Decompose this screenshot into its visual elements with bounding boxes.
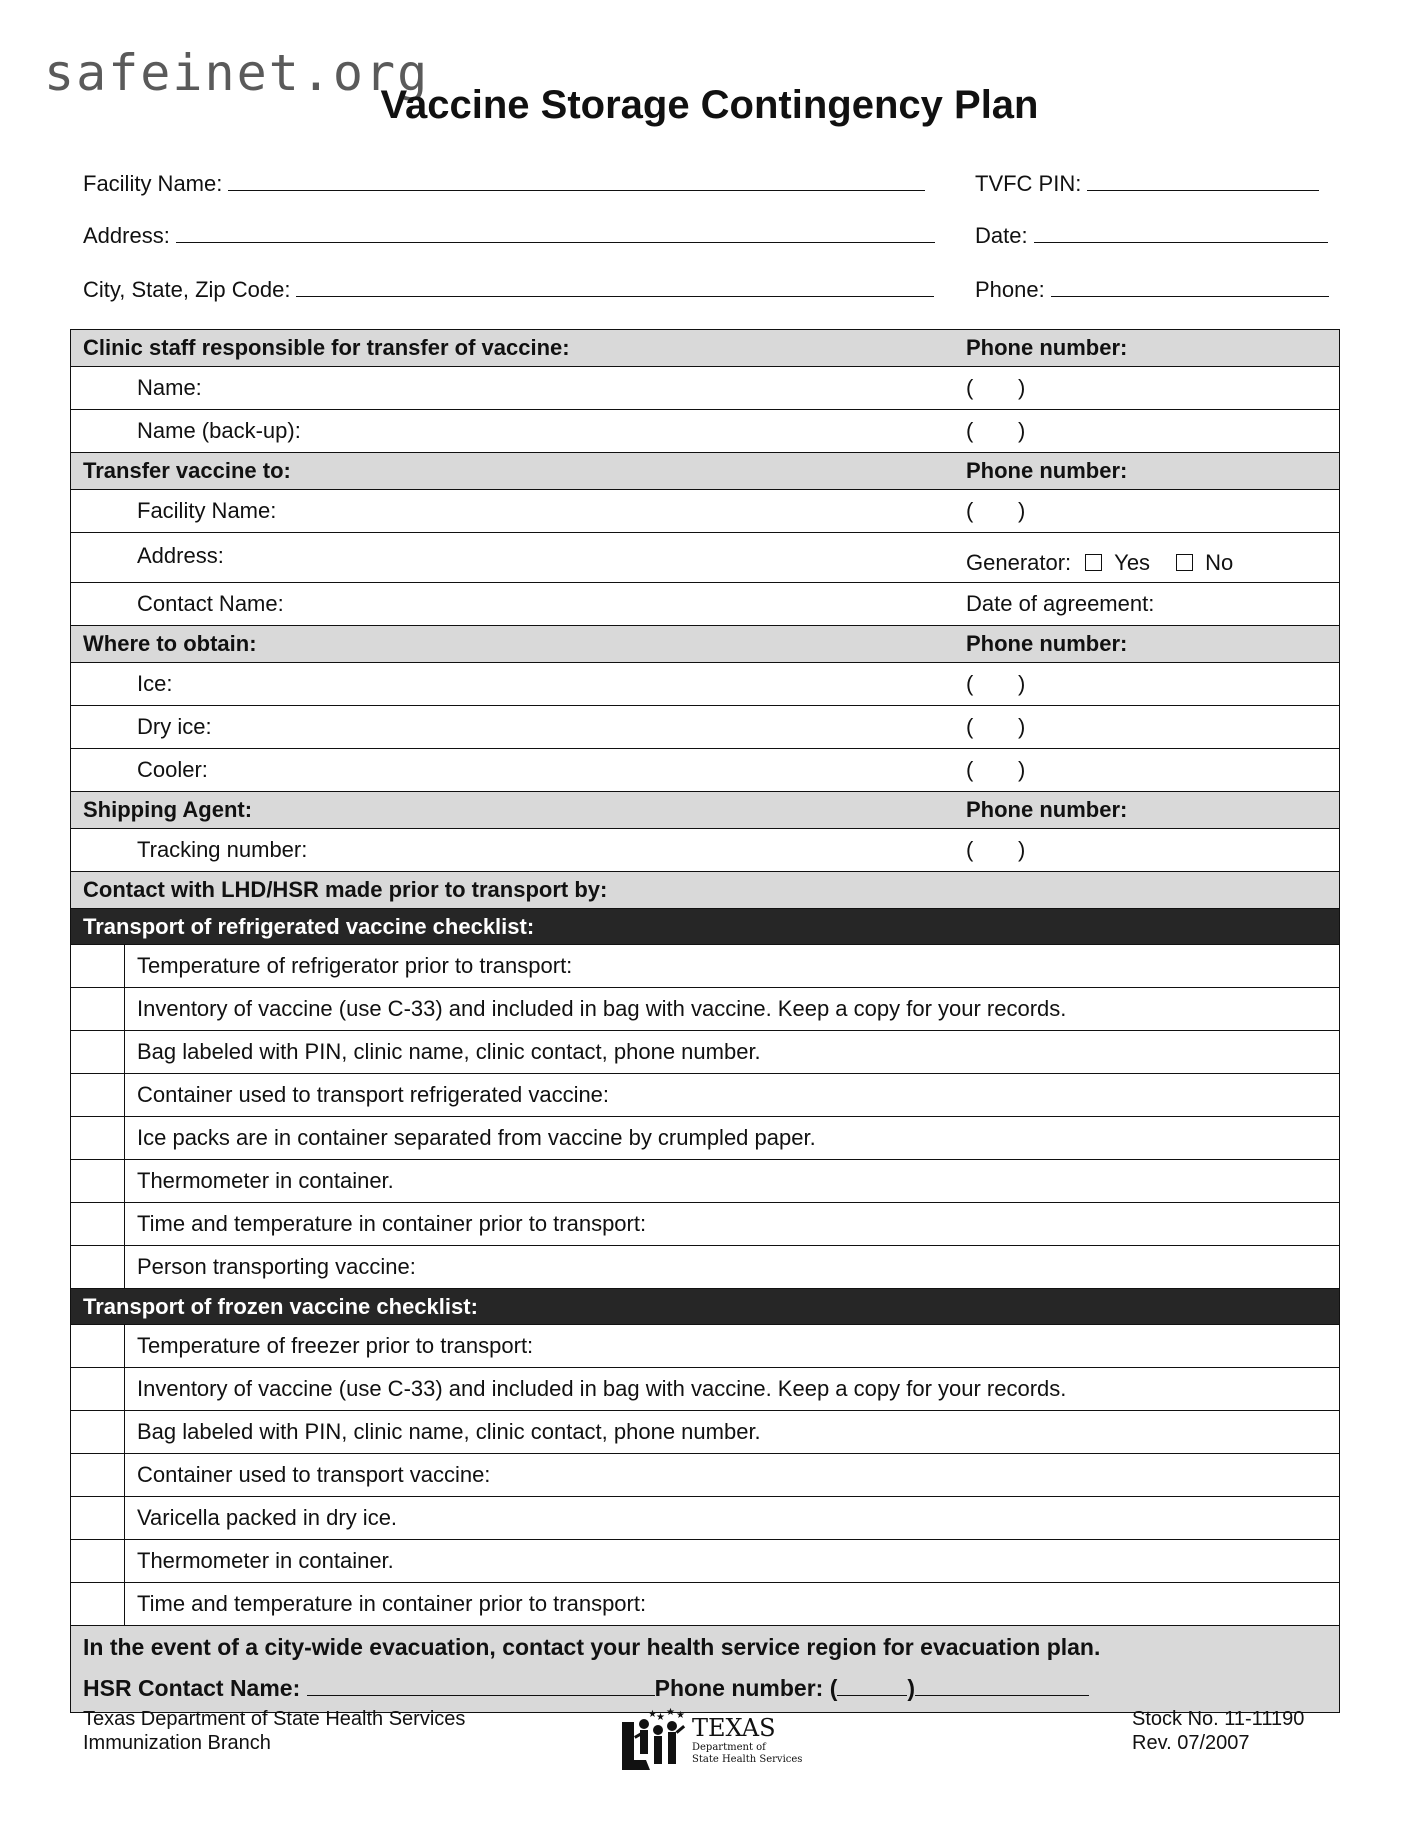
svg-text:★: ★	[648, 1709, 657, 1720]
checklist-item: Container used to transport vaccine:	[137, 1462, 491, 1487]
checklist-row[interactable]	[71, 1411, 1339, 1454]
svg-text:★: ★	[676, 1710, 685, 1721]
frozen-heading: Transport of frozen vaccine checklist:	[83, 1293, 478, 1319]
cooler-label: Cooler:	[137, 757, 208, 782]
hsr-phone-blank[interactable]	[915, 1675, 1089, 1696]
checklist-row[interactable]	[71, 945, 1339, 988]
date-of-agreement-label: Date of agreement:	[966, 591, 1155, 616]
staff-phone[interactable]: ( )	[966, 375, 1026, 400]
hsr-paren-close: )	[907, 1675, 916, 1701]
checklist-row[interactable]	[71, 1583, 1339, 1626]
shipping-heading: Shipping Agent:	[83, 797, 253, 822]
checklist-row[interactable]	[71, 1540, 1339, 1583]
city-state-zip-field[interactable]	[83, 276, 934, 303]
checklist-item: Temperature of freezer prior to transport:	[137, 1333, 534, 1358]
footer-rev: Rev. 07/2007	[1132, 1732, 1250, 1754]
transfer-heading-row	[71, 453, 1339, 490]
checklist-checkbox-cell[interactable]	[71, 1583, 125, 1625]
checklist-row[interactable]	[71, 1246, 1339, 1289]
transfer-facility-phone[interactable]: ( )	[966, 498, 1026, 523]
generator-yes-checkbox[interactable]	[1085, 554, 1102, 571]
obtain-heading-row	[71, 626, 1339, 663]
transfer-address-row[interactable]	[71, 533, 1339, 583]
svg-text:State Health Services: State Health Services	[692, 1754, 803, 1765]
checklist-item: Person transporting vaccine:	[137, 1254, 416, 1279]
staff-name-row[interactable]	[71, 367, 1339, 410]
footer-right	[1132, 1707, 1304, 1755]
ice-phone[interactable]: ( )	[966, 671, 1026, 696]
texas-dshs-logo	[620, 1708, 810, 1770]
checklist-item: Time and temperature in container prior to transport:	[137, 1591, 647, 1616]
texas-star-people-icon	[620, 1708, 810, 1770]
checklist-checkbox-cell[interactable]	[71, 1203, 125, 1245]
contingency-form-table	[70, 329, 1340, 1713]
dry-ice-label: Dry ice:	[137, 714, 212, 739]
address-label: Address:	[83, 223, 170, 248]
checklist-checkbox-cell[interactable]	[71, 1325, 125, 1367]
footer-dept: Texas Department of State Health Services	[83, 1708, 466, 1730]
evacuation-section	[71, 1626, 1339, 1712]
checklist-row[interactable]	[71, 1117, 1339, 1160]
facility-name-label: Facility Name:	[83, 171, 223, 196]
page-title: Vaccine Storage Contingency Plan	[380, 83, 1039, 127]
date-label: Date:	[975, 223, 1028, 248]
transfer-address-label: Address:	[137, 543, 224, 568]
watermark: safeinet.org	[44, 44, 430, 102]
generator-field	[966, 533, 1339, 576]
checklist-checkbox-cell[interactable]	[71, 1368, 125, 1410]
clinic-staff-heading: Clinic staff responsible for transfer of vaccine:	[83, 335, 570, 360]
staff-backup-label: Name (back-up):	[137, 418, 301, 443]
checklist-item: Inventory of vaccine (use C-33) and included in bag with vaccine. Keep a copy for your records.	[137, 1376, 1067, 1401]
evacuation-notice: In the event of a city-wide evacuation, contact your health service region for evacuation plan.	[83, 1634, 1101, 1660]
address-field[interactable]	[83, 222, 935, 249]
checklist-checkbox-cell[interactable]	[71, 1454, 125, 1496]
staff-name-label: Name:	[137, 375, 202, 400]
svg-text:TEXAS: TEXAS	[692, 1714, 776, 1742]
checklist-item: Inventory of vaccine (use C-33) and included in bag with vaccine. Keep a copy for your records.	[137, 996, 1067, 1021]
tvfc-pin-label: TVFC PIN:	[975, 171, 1082, 196]
checklist-item: Varicella packed in dry ice.	[137, 1505, 398, 1530]
checklist-item: Temperature of refrigerator prior to transport:	[137, 953, 573, 978]
checklist-row[interactable]	[71, 1031, 1339, 1074]
checklist-item: Thermometer in container.	[137, 1168, 394, 1193]
transfer-heading: Transfer vaccine to:	[83, 458, 291, 483]
transfer-facility-row[interactable]	[71, 490, 1339, 533]
generator-label: Generator:	[966, 550, 1072, 575]
checklist-item: Bag labeled with PIN, clinic name, clinic contact, phone number.	[137, 1039, 761, 1064]
checklist-checkbox-cell[interactable]	[71, 1031, 125, 1073]
checklist-row[interactable]	[71, 1203, 1339, 1246]
refrigerated-heading: Transport of refrigerated vaccine checklist:	[83, 913, 535, 939]
checklist-item: Ice packs are in container separated from vaccine by crumpled paper.	[137, 1125, 816, 1150]
hsr-phone-label: Phone number: (	[654, 1675, 838, 1701]
checklist-checkbox-cell[interactable]	[71, 1246, 125, 1288]
generator-no-checkbox[interactable]	[1176, 554, 1193, 571]
checklist-checkbox-cell[interactable]	[71, 1117, 125, 1159]
phone-number-heading: Phone number:	[966, 797, 1128, 822]
checklist-row[interactable]	[71, 988, 1339, 1031]
checklist-row[interactable]	[71, 1160, 1339, 1203]
checklist-checkbox-cell[interactable]	[71, 988, 125, 1030]
checklist-checkbox-cell[interactable]	[71, 945, 125, 987]
checklist-item: Bag labeled with PIN, clinic name, clinic contact, phone number.	[137, 1419, 761, 1444]
ice-label: Ice:	[137, 671, 173, 696]
transfer-contact-label: Contact Name:	[137, 591, 284, 616]
tracking-phone[interactable]: ( )	[966, 837, 1026, 862]
transfer-contact-row[interactable]	[71, 583, 1339, 626]
generator-no-label: No	[1205, 550, 1234, 575]
shipping-heading-row	[71, 792, 1339, 829]
dry-ice-phone[interactable]: ( )	[966, 714, 1026, 739]
tvfc-pin-field[interactable]	[975, 170, 1319, 197]
checklist-item: Thermometer in container.	[137, 1548, 394, 1573]
generator-yes-label: Yes	[1114, 550, 1151, 575]
cooler-phone[interactable]: ( )	[966, 757, 1026, 782]
checklist-row[interactable]	[71, 1497, 1339, 1540]
refrigerated-heading-row	[71, 909, 1339, 945]
date-field[interactable]	[975, 222, 1328, 249]
svg-text:★: ★	[666, 1708, 675, 1718]
staff-backup-phone[interactable]: ( )	[966, 418, 1026, 443]
hsr-contact-blank[interactable]	[307, 1675, 655, 1696]
checklist-row[interactable]	[71, 1454, 1339, 1497]
checklist-checkbox-cell[interactable]	[71, 1074, 125, 1116]
ice-row[interactable]	[71, 663, 1339, 706]
dry-ice-row[interactable]	[71, 706, 1339, 749]
svg-text:Department of: Department of	[692, 1742, 766, 1753]
hsr-area-code-blank[interactable]	[837, 1675, 907, 1696]
checklist-item: Container used to transport refrigerated vaccine:	[137, 1082, 610, 1107]
transfer-facility-label: Facility Name:	[137, 498, 277, 523]
tracking-row[interactable]	[71, 829, 1339, 872]
checklist-item: Time and temperature in container prior to transport:	[137, 1211, 647, 1236]
phone-number-heading: Phone number:	[966, 335, 1128, 360]
footer-left	[83, 1707, 465, 1755]
checklist-checkbox-cell[interactable]	[71, 1411, 125, 1453]
phone-field[interactable]	[975, 276, 1329, 303]
checklist-checkbox-cell[interactable]	[71, 1160, 125, 1202]
contact-lhd-row[interactable]	[71, 872, 1339, 909]
contact-lhd-label: Contact with LHD/HSR made prior to transport by:	[83, 877, 608, 902]
tracking-label: Tracking number:	[137, 837, 308, 862]
clinic-staff-heading-row	[71, 330, 1339, 367]
checklist-row[interactable]	[71, 1325, 1339, 1368]
checklist-checkbox-cell[interactable]	[71, 1497, 125, 1539]
footer-branch: Immunization Branch	[83, 1732, 271, 1754]
phone-number-heading: Phone number:	[966, 631, 1128, 656]
checklist-row[interactable]	[71, 1368, 1339, 1411]
frozen-heading-row	[71, 1289, 1339, 1325]
phone-number-heading: Phone number:	[966, 458, 1128, 483]
hsr-contact-line[interactable]	[83, 1675, 1327, 1702]
svg-text:★: ★	[656, 1712, 665, 1723]
checklist-checkbox-cell[interactable]	[71, 1540, 125, 1582]
staff-backup-row[interactable]	[71, 410, 1339, 453]
footer-stock: Stock No. 11-11190	[1132, 1708, 1305, 1730]
phone-label: Phone:	[975, 277, 1045, 302]
cooler-row[interactable]	[71, 749, 1339, 792]
obtain-heading: Where to obtain:	[83, 631, 257, 656]
facility-name-field[interactable]	[83, 170, 925, 197]
checklist-row[interactable]	[71, 1074, 1339, 1117]
hsr-contact-label: HSR Contact Name:	[83, 1675, 301, 1701]
city-state-zip-label: City, State, Zip Code:	[83, 277, 291, 302]
